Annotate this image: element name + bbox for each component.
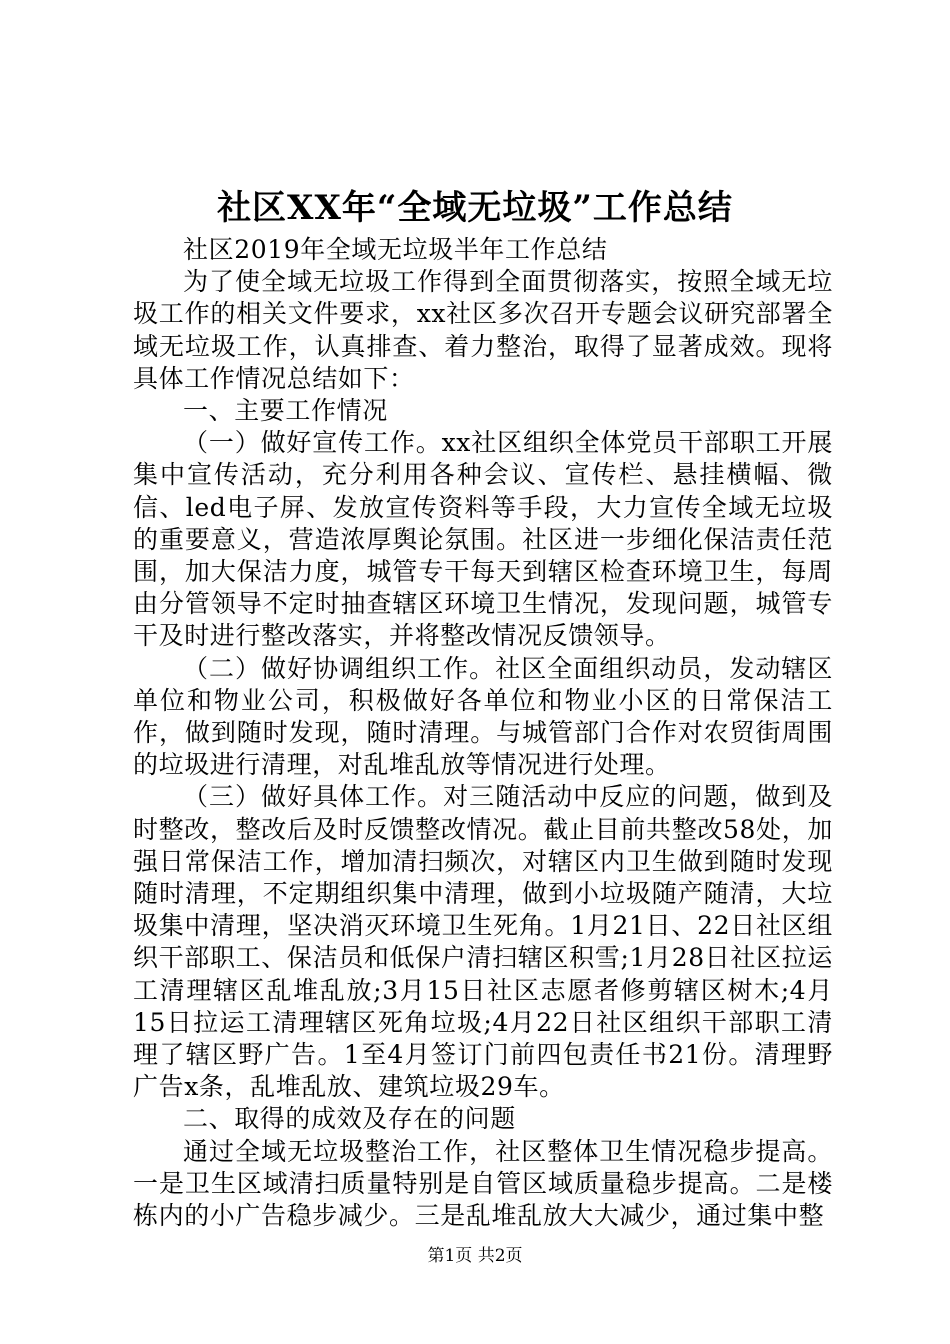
section-heading-2: 二、取得的成效及存在的问题: [183, 1104, 516, 1134]
paragraph-coordination: （二）做好协调组织工作。社区全面组织动员，发动辖区单位和物业公司，积极做好各单位和物业小区的日常保洁工作，做到随时发现，随时清理。与城管部门合作对农贸街周围的垃圾进行清理，对乱堆乱放等情况进行处理。: [133, 653, 833, 780]
document-title: 社区XX年“全域无垃圾”工作总结: [217, 188, 733, 228]
paragraph-publicity: （一）做好宣传工作。xx社区组织全体党员干部职工开展集中宣传活动，充分利用各种会议、宣传栏、悬挂横幅、微信、led电子屏、发放宣传资料等手段，大力宣传全域无垃圾的重要意义，营造浓厚舆论氛围。社区进一步细化保洁责任范围，加大保洁力度，城管专干每天到辖区检查环境卫生，每周由分管领导不定时抽查辖区环境卫生情况，发现问题，城管专干及时进行整改落实，并将整改情况反馈领导。: [133, 428, 833, 651]
page-footer: 第1页 共2页: [427, 1246, 523, 1266]
paragraph-specific-work: （三）做好具体工作。对三随活动中反应的问题，做到及时整改，整改后及时反馈整改情况。截止目前共整改58处，加强日常保洁工作，增加清扫频次，对辖区内卫生做到随时发现随时清理，不定期组织集中清理，做到小垃圾随产随清，大垃圾集中清理，坚决消灭环境卫生死角。1月21日、22日社区组织干部职工、保洁员和低保户清扫辖区积雪;1月28日社区拉运工清理辖区乱堆乱放;3月15日社区志愿者修剪辖区树木;4月15日拉运工清理辖区死角垃圾;4月22日社区组织干部职工清理了辖区野广告。1至4月签订门前四包责任书21份。清理野广告x条，乱堆乱放、建筑垃圾29车。: [133, 782, 833, 1102]
paragraph-results: 通过全域无垃圾整治工作，社区整体卫生情况稳步提高。一是卫生区域清扫质量特别是自管区域质量稳步提高。二是楼栋内的小广告稳步减少。三是乱堆乱放大大减少，通过集中整: [133, 1136, 833, 1231]
subtitle-paragraph: 社区2019年全域无垃圾半年工作总结: [183, 235, 608, 264]
intro-paragraph: 为了使全域无垃圾工作得到全面贯彻落实，按照全域无垃圾工作的相关文件要求，xx社区多次召开专题会议研究部署全域无垃圾工作，认真排查、着力整治，取得了显著成效。现将具体工作情况总结如下：: [133, 267, 833, 393]
document-body: [133, 234, 833, 1232]
section-heading-1: 一、主要工作情况: [183, 396, 388, 426]
